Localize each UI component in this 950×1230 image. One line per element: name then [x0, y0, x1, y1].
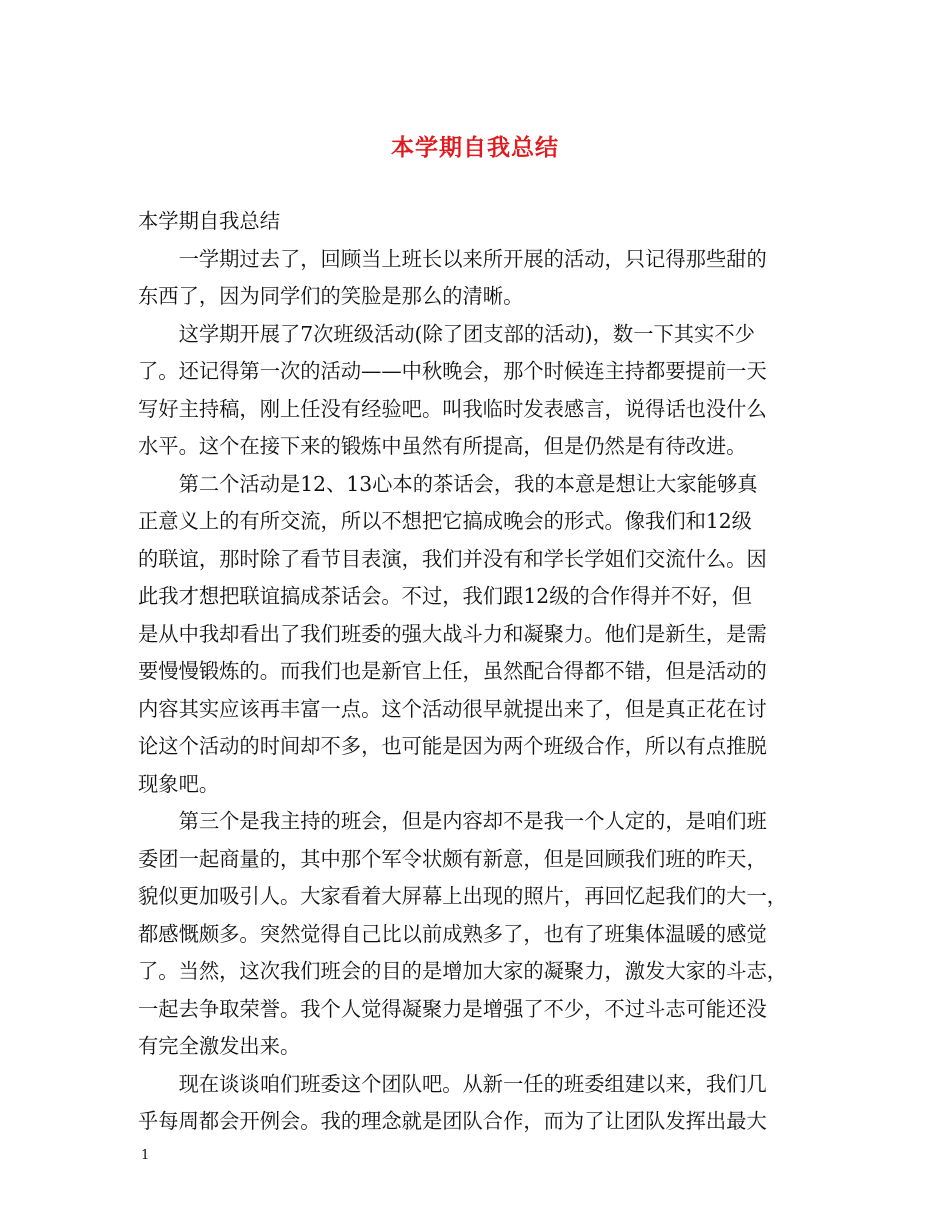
body-line: 第三个是我主持的班会，但是内容却不是我一个人定的，是咱们班 [138, 809, 767, 833]
body-line: 现在谈谈咱们班委这个团队吧。从新一任的班委组建以来，我们几 [138, 1071, 767, 1096]
body-line: 本学期自我总结 [138, 209, 280, 233]
body-line: 都感慨颇多。突然觉得自己比以前成熟多了，也有了班集体温暖的感觉 [138, 921, 767, 946]
body-line: 这学期开展了7次班级活动(除了团支部的活动)，数一下其实不少 [138, 321, 755, 346]
document-title: 本学期自我总结 [391, 134, 559, 161]
body-line: 此我才想把联谊搞成茶话会。不过，我们跟12级的合作得并不好，但 [138, 584, 752, 608]
body-line: 有完全激发出来。 [138, 1034, 301, 1058]
body-line: 一起去争取荣誉。我个人觉得凝聚力是增强了不少，不过斗志可能还没 [138, 996, 767, 1021]
body-line: 内容其实应该再丰富一点。这个活动很早就提出来了，但是真正花在讨 [138, 696, 767, 721]
body-line: 东西了，因为同学们的笑脸是那么的清晰。 [138, 284, 524, 308]
body-line: 乎每周都会开例会。我的理念就是团队合作，而为了让团队发挥出最大 [138, 1109, 767, 1133]
body-line: 一学期过去了，回顾当上班长以来所开展的活动，只记得那些甜的 [138, 246, 767, 271]
body-line: 水平。这个在接下来的锻炼中虽然有所提高，但是仍然是有待改进。 [138, 434, 747, 458]
body-line: 现象吧。 [138, 771, 220, 796]
body-line: 论这个活动的时间却不多，也可能是因为两个班级合作，所以有点推脱 [138, 734, 767, 758]
body-line: 了。当然，这次我们班会的目的是增加大家的凝聚力，激发大家的斗志， [138, 959, 788, 983]
document-body [138, 203, 828, 1141]
page-number: 1 [141, 1148, 150, 1163]
body-line: 写好主持稿，刚上任没有经验吧。叫我临时发表感言，说得话也没什么 [138, 396, 767, 421]
body-line: 了。还记得第一次的活动——中秋晚会，那个时候连主持都要提前一天 [138, 359, 767, 383]
body-line: 第二个活动是12、13心本的茶话会，我的本意是想让大家能够真 [138, 471, 758, 496]
body-line: 貌似更加吸引人。大家看着大屏幕上出现的照片，再回忆起我们的大一， [138, 884, 788, 908]
body-line: 委团一起商量的，其中那个军令状颇有新意，但是回顾我们班的昨天， [138, 846, 767, 871]
body-line: 的联谊，那时除了看节目表演，我们并没有和学长学姐们交流什么。因 [138, 546, 767, 571]
body-line: 正意义上的有所交流，所以不想把它搞成晚会的形式。像我们和12级 [138, 509, 752, 533]
body-line: 是从中我却看出了我们班委的强大战斗力和凝聚力。他们是新生，是需 [138, 621, 767, 646]
body-line: 要慢慢锻炼的。而我们也是新官上任，虽然配合得都不错，但是活动的 [138, 659, 767, 683]
